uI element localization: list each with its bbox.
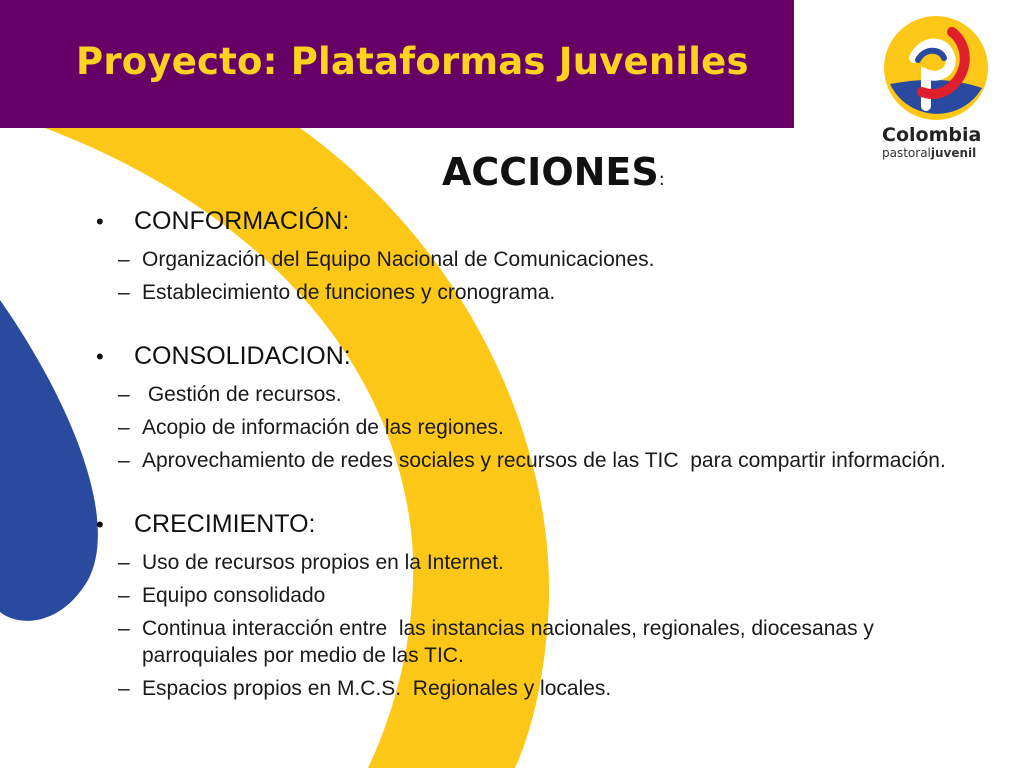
list-item-text: Equipo consolidado — [142, 584, 326, 607]
list-item-text: Continua interacción entre las instancias nacionales, regionales, diocesanas y parroquiales por medio de las TIC. — [142, 617, 880, 667]
dash-icon: – — [118, 677, 130, 700]
list-item — [96, 549, 956, 576]
list-item — [96, 615, 956, 669]
list-item-text: Espacios propios en M.C.S. Regionales y locales. — [142, 677, 612, 700]
section-crecimiento — [96, 508, 956, 702]
dash-icon: – — [118, 248, 130, 271]
list-item-text: Aprovechamiento de redes sociales y recursos de las TIC para compartir información. — [142, 449, 946, 472]
logo-wordmark: Colombia — [882, 124, 982, 146]
list-item — [96, 246, 956, 273]
dash-icon: – — [118, 449, 130, 472]
dash-icon: – — [118, 383, 130, 406]
section-heading-item — [96, 205, 956, 238]
bullet-content — [96, 205, 956, 702]
logo-subtitle-bold: juvenil — [930, 146, 977, 160]
list-item — [96, 675, 956, 702]
list-item-text: Gestión de recursos. — [142, 383, 342, 406]
list-item — [96, 279, 956, 306]
list-item-text: Organización del Equipo Nacional de Comunicaciones. — [142, 248, 655, 271]
list-item — [96, 381, 956, 408]
section-consolidacion — [96, 340, 956, 474]
slide-title: Proyecto: Plataformas Juveniles — [76, 40, 749, 83]
dash-icon: – — [118, 584, 130, 607]
dash-icon: – — [118, 281, 130, 304]
section-label: CONFORMACIÓN: — [134, 207, 350, 235]
heading-text: ACCIONES — [442, 150, 659, 194]
blue-drop-shape — [0, 300, 98, 621]
bullet-icon: • — [96, 344, 104, 369]
dash-icon: – — [118, 416, 130, 439]
dash-icon: – — [118, 551, 130, 574]
section-heading-item — [96, 508, 956, 541]
section-heading — [442, 150, 665, 194]
section-label: CRECIMIENTO: — [134, 510, 316, 538]
bullet-icon: • — [96, 512, 104, 537]
list-item — [96, 414, 956, 441]
logo-mark-icon — [882, 14, 990, 122]
section-conformacion — [96, 205, 956, 306]
pastoral-juvenil-logo — [876, 14, 996, 160]
section-heading-item — [96, 340, 956, 373]
logo-subtitle-regular: pastoral — [882, 146, 931, 160]
dash-icon: – — [118, 617, 130, 640]
list-item-text: Establecimiento de funciones y cronograma. — [142, 281, 556, 304]
logo-subtitle — [882, 146, 996, 160]
list-item-text: Acopio de información de las regiones. — [142, 416, 504, 439]
list-item — [96, 582, 956, 609]
list-item-text: Uso de recursos propios en la Internet. — [142, 551, 504, 574]
list-item — [96, 447, 956, 474]
bullet-icon: • — [96, 209, 104, 234]
heading-colon: : — [658, 169, 665, 190]
title-bar — [0, 0, 794, 128]
section-label: CONSOLIDACION: — [134, 342, 351, 370]
